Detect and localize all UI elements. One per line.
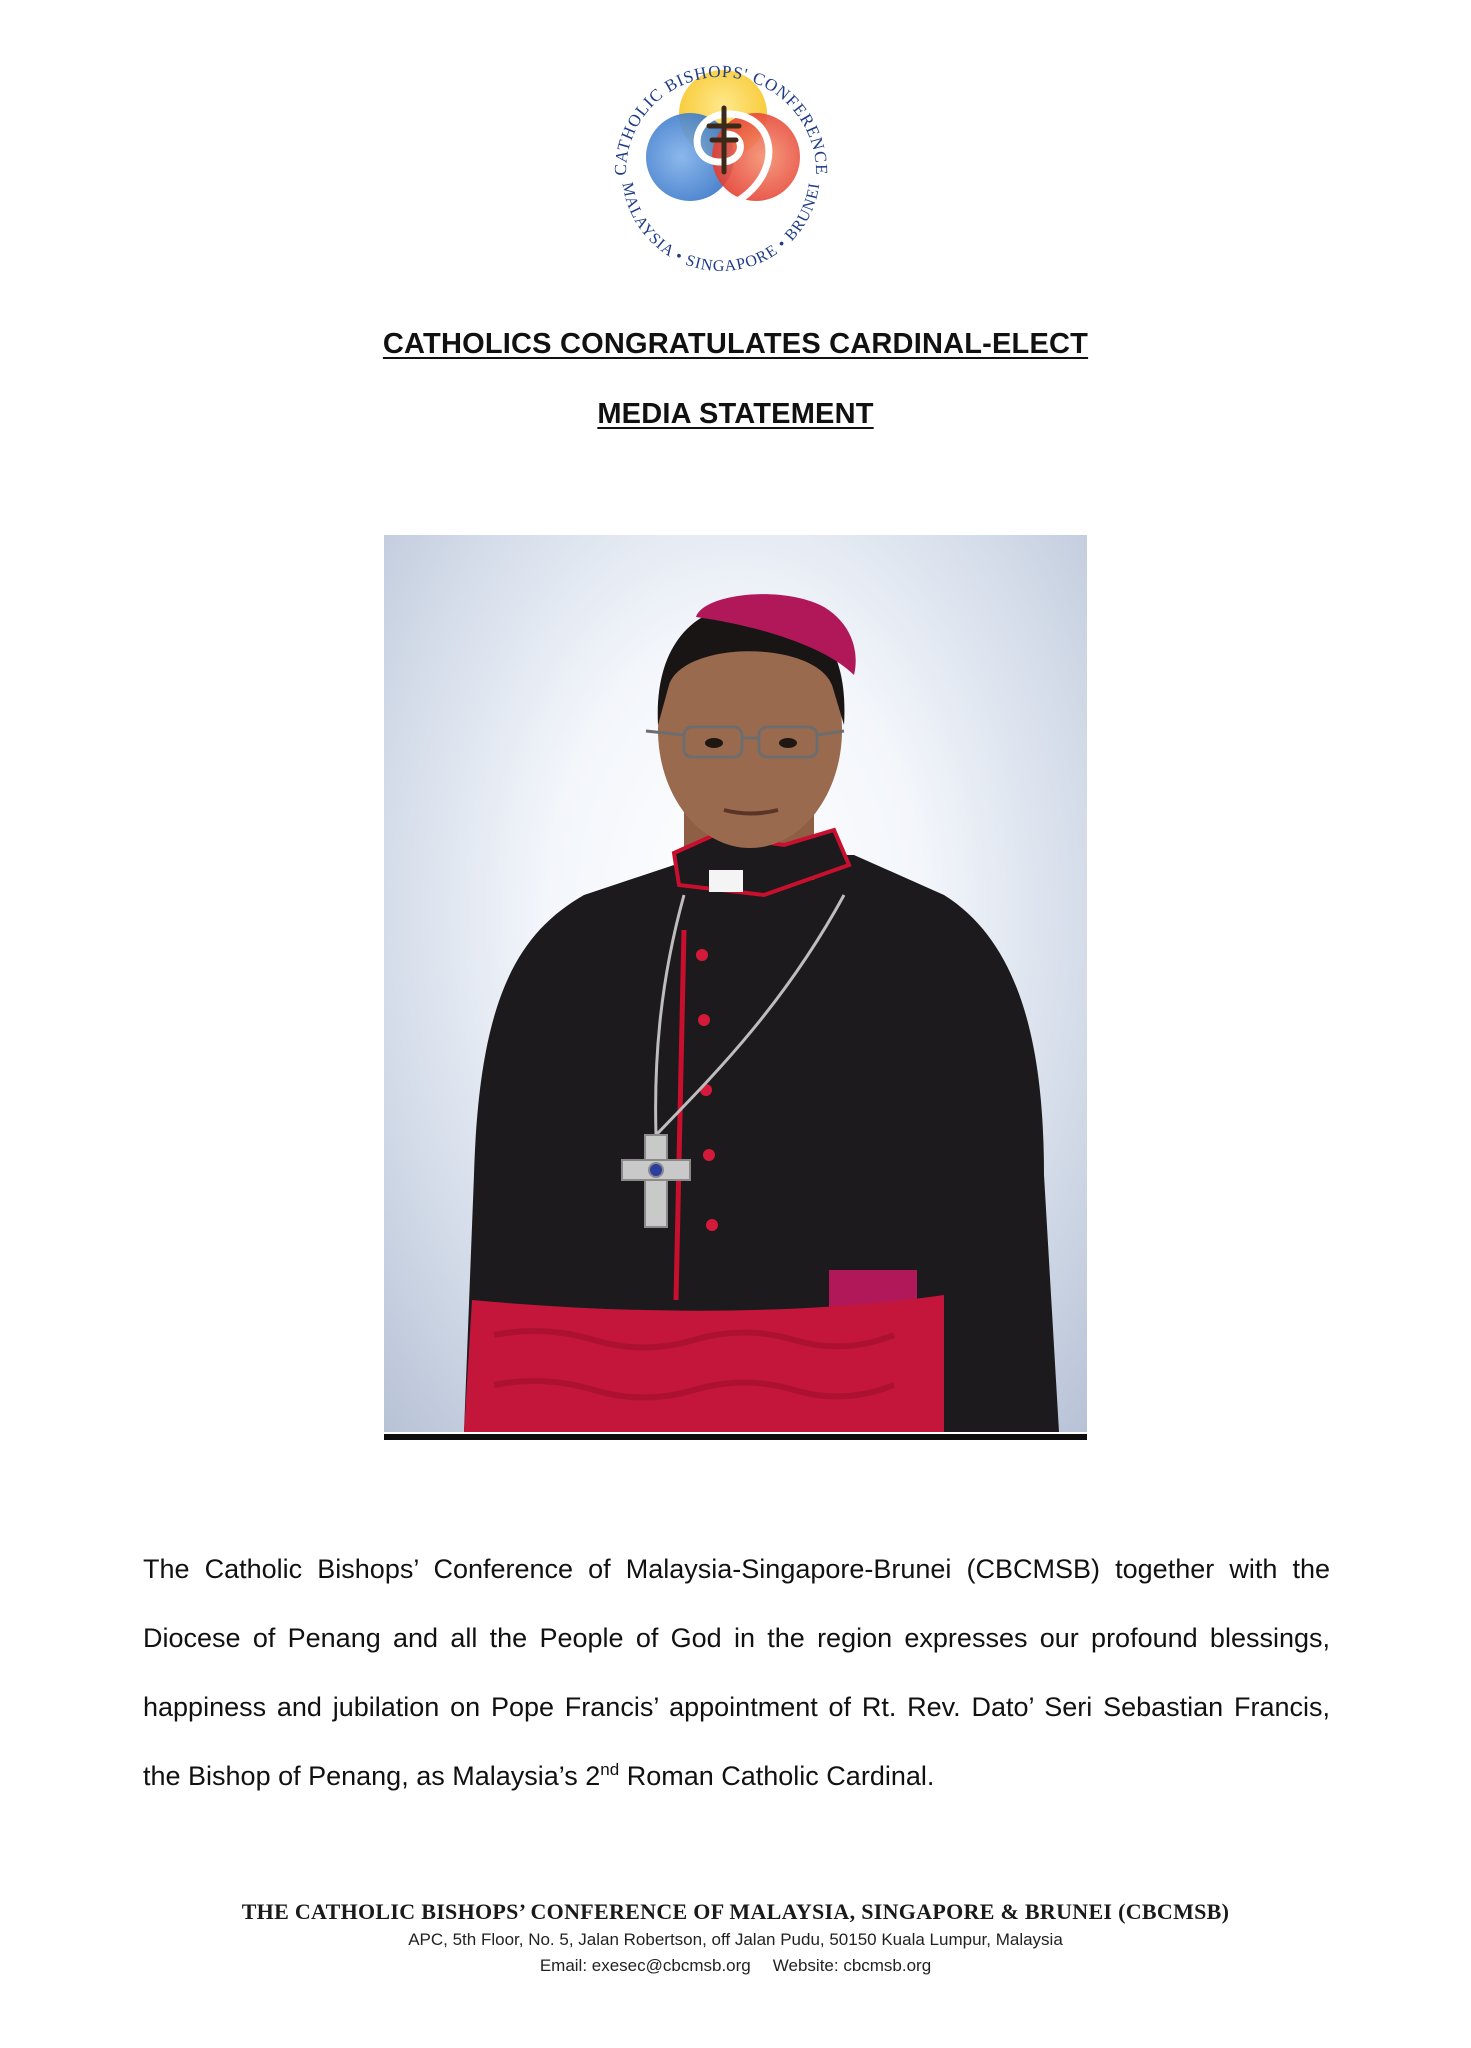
footer-email: Email: exesec@cbcmsb.org xyxy=(539,1956,751,1975)
logo-arc-bottom: MALAYSIA • SINGAPORE • BRUNEI xyxy=(618,180,824,272)
document-subtitle: MEDIA STATEMENT xyxy=(597,398,874,430)
white-clerical-collar xyxy=(709,870,743,892)
bishop-portrait-illustration xyxy=(384,535,1087,1432)
document-title: CATHOLICS CONGRATULATES CARDINAL-ELECT xyxy=(382,328,1089,360)
cbcmsb-logo-emblem xyxy=(586,22,856,272)
photo-bottom-rule xyxy=(384,1434,1087,1440)
red-sash xyxy=(464,1295,944,1432)
ordinal-superscript: nd xyxy=(600,1760,620,1779)
footer-address: APC, 5th Floor, No. 5, Jalan Robertson, off Jalan Pudu, 50150 Kuala Lumpur, Malaysia xyxy=(408,1930,1063,1949)
body-paragraph xyxy=(143,1535,1330,1811)
logo-arc-top: CATHOLIC BISHOPS' CONFERENCE xyxy=(610,61,832,176)
body-paragraph-text-end: Roman Catholic Cardinal. xyxy=(619,1761,935,1791)
footer-organization: THE CATHOLIC BISHOPS’ CONFERENCE OF MALAYSIA, SINGAPORE & BRUNEI (CBCMSB) xyxy=(241,1899,1230,1924)
footer-website: Website: cbcmsb.org xyxy=(772,1956,932,1975)
cbcmsb-logo xyxy=(586,22,856,272)
footer-contact xyxy=(0,1956,1471,1976)
bishop-portrait-photo xyxy=(384,535,1087,1432)
body-paragraph-text: The Catholic Bishops’ Conference of Malaysia-Singapore-Brunei (CBCMSB) together with the Diocese of Penang and all the People of God in the region expresses our profound blessings, happiness and jubilation on Pope Francis’ appointment of Rt. Rev. Dato’ Seri Sebastian Francis, the Bishop of Penang, as Malaysia’s 2 xyxy=(143,1554,1330,1791)
